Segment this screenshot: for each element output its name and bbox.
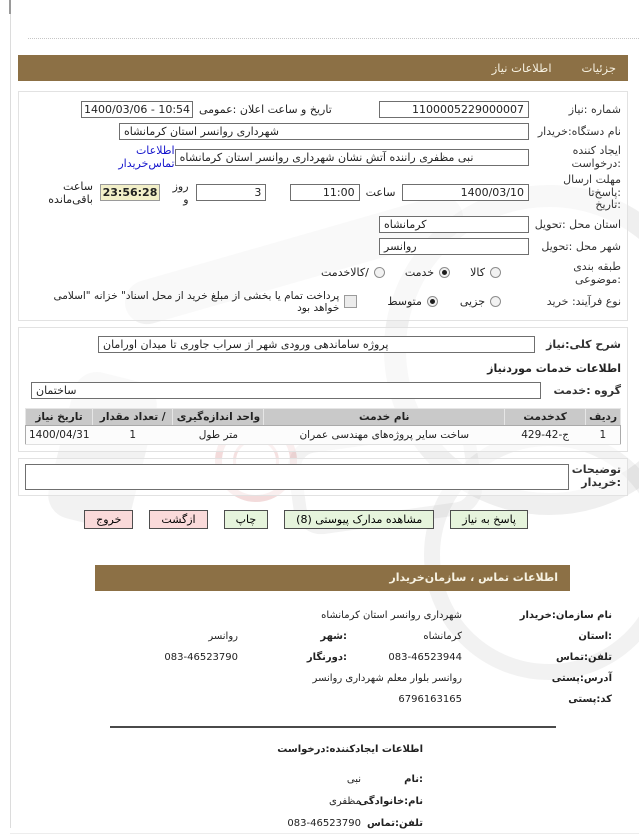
buyer-notes-field[interactable] bbox=[25, 464, 569, 490]
col-service-name: نام خدمت bbox=[264, 408, 505, 425]
creator-last-name-value: مظفری bbox=[329, 796, 361, 808]
buyer-org-label: نام دستگاه:خریدار bbox=[537, 124, 621, 138]
service-group-field[interactable]: ساختمان bbox=[31, 382, 541, 399]
process-option-medium[interactable] bbox=[387, 295, 438, 308]
request-creator-field[interactable]: نبی مظفری راننده آتش نشان شهرداری روانسر استان کرمانشاه bbox=[175, 149, 529, 166]
radio-label: جزیی bbox=[459, 295, 485, 309]
view-attachments-button[interactable]: مشاهده مدارک پیوستی (8) bbox=[284, 510, 434, 529]
treasury-payment-option[interactable] bbox=[25, 290, 357, 314]
radio-label: متوسط bbox=[387, 295, 422, 309]
delivery-province-row bbox=[25, 216, 621, 234]
radio-label: خدمت bbox=[404, 266, 435, 280]
need-number-label: شماره :نیاز bbox=[568, 102, 621, 116]
contact-province-city-row bbox=[18, 626, 612, 647]
classification-label: طبقه بندی :موضوعی bbox=[573, 259, 621, 286]
announce-label: تاریخ و ساعت اعلان :عمومی bbox=[199, 102, 332, 116]
exit-button[interactable]: خروج bbox=[84, 510, 133, 529]
creator-phone-value: 083-46523790 bbox=[287, 818, 361, 830]
contact-postal-value: 6796163165 bbox=[398, 693, 462, 705]
contact-section-title: اطلاعات تماس ، سازمان‌خریدار bbox=[389, 571, 558, 585]
services-table-header-row bbox=[26, 408, 621, 425]
cell-service-name: ساخت سایر پروژه‌های مهندسی عمران bbox=[264, 425, 505, 444]
back-button[interactable]: ازگشت bbox=[149, 510, 207, 529]
services-heading-text: اطلاعات خدمات موردنیاز bbox=[487, 362, 621, 376]
contact-org-label: نام سازمان:خریدار bbox=[519, 609, 612, 621]
col-service-code: کدخدمت bbox=[505, 408, 586, 425]
buyer-notes-label bbox=[569, 464, 621, 489]
contact-org-row bbox=[18, 605, 612, 626]
col-unit: واحد اندازه‌گیری bbox=[173, 408, 264, 425]
process-option-minor[interactable] bbox=[460, 295, 501, 308]
process-type-row bbox=[25, 290, 621, 314]
deadline-label bbox=[529, 174, 621, 212]
radio-icon[interactable] bbox=[374, 267, 385, 278]
delivery-city-field[interactable]: روانسر bbox=[379, 238, 529, 255]
service-group-row bbox=[25, 382, 621, 400]
checkbox-label: پرداخت تمام یا بخشی از مبلغ خرید از محل اسناد" خزانه "اسلامی خواهد بود bbox=[53, 289, 340, 314]
contact-city-value: روانسر bbox=[208, 630, 238, 642]
deadline-label-line1: مهلت ارسال :پاسخ‌تا bbox=[563, 173, 621, 199]
creator-phone-row bbox=[18, 813, 423, 835]
days-field[interactable]: 3 bbox=[196, 184, 267, 201]
contact-section-bar bbox=[95, 565, 570, 591]
contact-phone-label: تلفن:تماس bbox=[555, 651, 612, 663]
checkbox-icon[interactable] bbox=[344, 295, 357, 308]
creator-info-heading: اطلاعات ایجادکننده:درخواست bbox=[277, 743, 423, 755]
days-label: روز و bbox=[172, 179, 189, 206]
header-bar bbox=[18, 55, 628, 81]
contact-fax-label: :دورنگار bbox=[306, 651, 347, 663]
classification-option-goods[interactable] bbox=[470, 266, 501, 279]
contact-address-value: روانسر بلوار معلم شهرداری روانسر bbox=[312, 672, 462, 684]
need-description-field[interactable]: پروژه ساماندهی ورودی شهر از سراب جاوری تا میدان اورامان bbox=[98, 336, 535, 353]
deadline-time-field[interactable]: 11:00 bbox=[290, 184, 359, 201]
contact-city-label: :شهر bbox=[320, 630, 347, 642]
contact-province-value: کرمانشاه bbox=[423, 630, 462, 642]
countdown-timer: 23:56:28 bbox=[100, 184, 160, 201]
services-section bbox=[18, 327, 628, 452]
buyer-notes-row bbox=[25, 464, 621, 490]
contact-postal-label: کد:پستی bbox=[568, 693, 612, 705]
col-quantity: / تعداد مقدار bbox=[93, 408, 173, 425]
cell-quantity: 1 bbox=[93, 425, 173, 444]
delivery-city-label: شهر محل :تحویل bbox=[541, 240, 621, 254]
need-number-row bbox=[25, 100, 621, 118]
contact-phone-value: 083-46523944 bbox=[388, 651, 462, 663]
delivery-province-label: استان محل :تحویل bbox=[534, 218, 621, 232]
need-description-label: شرح کلی:نیاز bbox=[546, 338, 621, 352]
cell-row-number: 1 bbox=[586, 425, 621, 444]
respond-to-need-button[interactable]: پاسخ به نیاز bbox=[450, 510, 528, 529]
radio-label: /کالاخدمت bbox=[321, 266, 369, 280]
contact-address-row bbox=[18, 668, 612, 689]
services-table bbox=[25, 408, 621, 445]
announce-datetime-field[interactable]: 1400/03/06 - 10:54 bbox=[81, 101, 193, 118]
contact-address-label: آدرس:پستی bbox=[551, 672, 612, 684]
deadline-date-field[interactable]: 1400/03/10 bbox=[402, 184, 529, 201]
buyer-contact-link[interactable]: اطلاعات تماس‌خریدار bbox=[118, 144, 175, 170]
cell-unit: متر طول bbox=[173, 425, 264, 444]
need-form-section bbox=[18, 91, 628, 321]
deadline-row bbox=[25, 174, 621, 212]
section-divider bbox=[110, 726, 556, 728]
tab-details[interactable]: جزئیات bbox=[581, 61, 616, 75]
tab-need-info[interactable]: اطلاعات نیاز bbox=[491, 61, 552, 75]
classification-row bbox=[25, 260, 621, 286]
service-group-label: گروه :خدمت bbox=[553, 384, 621, 398]
buyer-notes-label-line1: توضیحات bbox=[571, 462, 621, 476]
creator-last-name-label: نام:خانوادگی bbox=[358, 796, 423, 808]
creator-phone-label: تلفن:تماس bbox=[366, 818, 423, 830]
radio-selected-icon[interactable] bbox=[439, 267, 450, 278]
radio-icon[interactable] bbox=[490, 267, 501, 278]
creator-first-name-row bbox=[18, 769, 423, 791]
need-description-row bbox=[25, 336, 621, 354]
table-row[interactable] bbox=[26, 425, 621, 444]
request-creator-row bbox=[25, 144, 621, 170]
process-type-label: نوع فرآیند: خرید bbox=[546, 295, 621, 309]
services-heading bbox=[25, 360, 621, 378]
deadline-label-line2: :تاریخ bbox=[595, 198, 621, 212]
classification-option-service[interactable] bbox=[405, 266, 450, 279]
delivery-city-row bbox=[25, 238, 621, 256]
radio-label: کالا bbox=[470, 266, 485, 280]
classification-option-goods-service[interactable] bbox=[321, 266, 385, 279]
creator-first-name-label: :نام bbox=[404, 774, 423, 786]
print-button[interactable]: چاپ bbox=[224, 510, 269, 529]
notes-section bbox=[18, 458, 628, 496]
main-content bbox=[18, 55, 628, 835]
delivery-province-field[interactable]: کرمانشاه bbox=[379, 216, 529, 233]
cell-need-date: 1400/04/31 bbox=[26, 425, 93, 444]
hour-label: ساعت bbox=[365, 186, 396, 200]
contact-fax-value: 083-46523790 bbox=[164, 651, 238, 663]
top-separator bbox=[28, 38, 639, 39]
page-left-border bbox=[10, 14, 11, 828]
creator-info bbox=[18, 744, 628, 835]
buyer-notes-label-line2: :خریدار bbox=[581, 475, 621, 489]
creator-last-name-row bbox=[18, 791, 423, 813]
buyer-org-field[interactable]: شهرداری روانسر استان کرمانشاه bbox=[119, 123, 529, 140]
request-creator-label: ایجاد کننده :درخواست bbox=[571, 144, 621, 170]
buyer-org-row bbox=[25, 122, 621, 140]
cell-service-code: ج-42-429 bbox=[505, 425, 586, 444]
page-edge-mark bbox=[9, 0, 11, 14]
contact-postal-row bbox=[18, 689, 612, 710]
radio-selected-icon[interactable] bbox=[427, 296, 438, 307]
contact-phone-fax-row bbox=[18, 647, 612, 668]
need-number-field[interactable]: 1100005229000007 bbox=[379, 101, 529, 118]
col-row-number: ردیف bbox=[586, 408, 621, 425]
action-buttons bbox=[18, 510, 628, 529]
col-need-date: تاریخ نیاز bbox=[26, 408, 93, 425]
contact-province-label: :استان bbox=[578, 630, 612, 642]
creator-first-name-value: نبی bbox=[346, 774, 361, 786]
contact-org-value: شهرداری روانسر استان کرمانشاه bbox=[321, 609, 462, 621]
radio-icon[interactable] bbox=[490, 296, 501, 307]
remaining-label: ساعت باقی‌مانده bbox=[48, 179, 93, 206]
contact-info bbox=[18, 605, 628, 710]
